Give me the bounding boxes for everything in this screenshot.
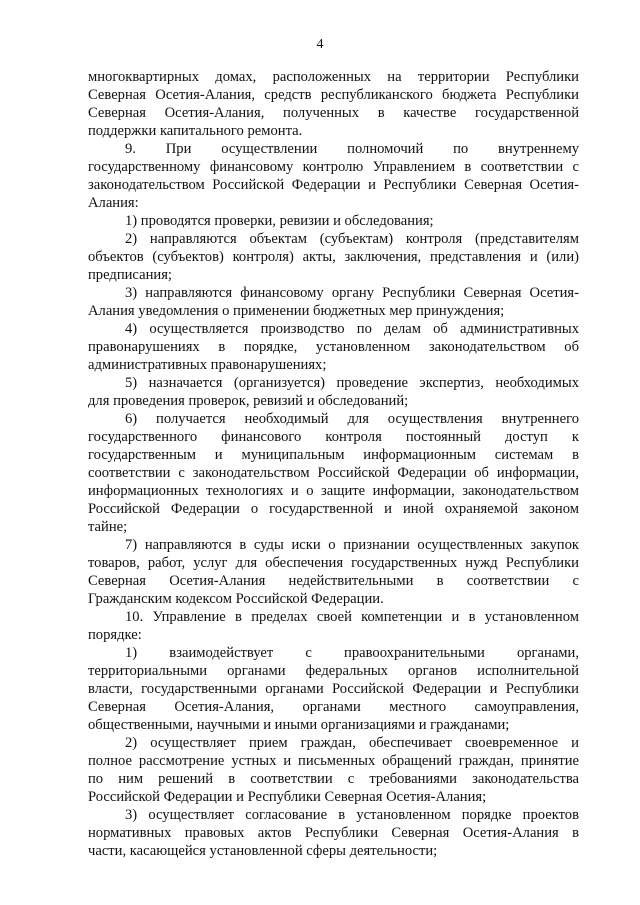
list-item-1: 1) проводятся проверки, ревизии и обследования; — [125, 213, 434, 229]
text-line: Северная Осетия-Алания, средств республиканского бюджета Республики — [88, 87, 579, 103]
text-line: Алания: — [88, 195, 139, 211]
list-item-3: 3) осуществляет согласование в установленном порядке проектов — [125, 807, 579, 823]
list-item-7: 7) направляются в суды иски о признании осуществленных закупок — [125, 537, 579, 553]
text-line: соответствии с законодательством Российской Федерации об информации, — [88, 465, 579, 481]
text-line: полное рассмотрение устных и письменных обращений граждан, принятие — [88, 753, 579, 769]
text-line: части, касающейся установленной сферы деятельности; — [88, 843, 438, 859]
list-item-6: 6) получается необходимый для осуществления внутреннего — [125, 411, 579, 427]
text-line: территориальными органами федеральных органов исполнительной — [88, 663, 579, 679]
text-line: тайне; — [88, 519, 128, 535]
text-line: многоквартирных домах, расположенных на территории Республики — [88, 69, 579, 85]
text-line: законодательством Российской Федерации и Республики Северная Осетия- — [88, 177, 579, 193]
text-line: по ним решений в соответствии с требованиями законодательства — [88, 771, 579, 787]
text-line: государственного финансового контроля постоянный доступ к — [88, 429, 579, 445]
text-line: государственному финансовому контролю Управлением в соответствии с — [88, 159, 579, 175]
page-number: 4 — [316, 37, 324, 52]
text-line: поддержки капитального ремонта. — [88, 123, 303, 139]
text-line: Северная Осетия-Алания, полученных в качестве государственной — [88, 105, 579, 121]
text-line: для проведения проверок, ревизий и обследований; — [88, 393, 409, 409]
list-item-1: 1) взаимодействует с правоохранительными органами, — [125, 645, 579, 661]
text-line: порядке: — [88, 627, 142, 643]
list-item-2: 2) направляются объектам (субъектам) контроля (представителям — [125, 231, 579, 247]
text-line: предписания; — [88, 267, 172, 283]
text-line: нормативных правовых актов Республики Северная Осетия-Алания в — [88, 825, 579, 841]
text-line: общественными, научными и иными организациями и гражданами; — [88, 717, 510, 733]
text-line: государственным и муниципальным информационным системам в — [88, 447, 579, 463]
text-line: Северная Осетия-Алания, органами местного самоуправления, — [88, 699, 579, 715]
list-item-5: 5) назначается (организуется) проведение экспертиз, необходимых — [125, 375, 579, 391]
list-item-4: 4) осуществляется производство по делам об административных — [125, 321, 579, 337]
text-line: товаров, работ, услуг для обеспечения государственных нужд Республики — [88, 555, 579, 571]
text-line: Российской Федерации и Республики Северная Осетия-Алания; — [88, 789, 487, 805]
paragraph-9-start: 9. При осуществлении полномочий по внутреннему — [125, 141, 579, 157]
text-line: информационных технологиях и о защите информации, законодательством — [88, 483, 579, 499]
text-line: власти, государственными органами Российской Федерации и Республики — [88, 681, 579, 697]
text-line: Российской Федерации о государственной и иной охраняемой законом — [88, 501, 579, 517]
text-line: Гражданским кодексом Российской Федерации. — [88, 591, 384, 607]
list-item-2: 2) осуществляет прием граждан, обеспечивает своевременное и — [125, 735, 579, 751]
text-line: Северная Осетия-Алания недействительными в соответствии с — [88, 573, 579, 589]
list-item-3: 3) направляются финансовому органу Республики Северная Осетия- — [125, 285, 579, 301]
paragraph-10-start: 10. Управление в пределах своей компетенции и в установленном — [125, 609, 579, 625]
text-line: Алания уведомления о применении бюджетных мер принуждения; — [88, 303, 505, 319]
text-line: административных правонарушениях; — [88, 357, 327, 373]
text-line: объектов (субъектов) контроля) акты, заключения, представления и (или) — [88, 249, 579, 265]
text-line: правонарушениях в порядке, установленном законодательством об — [88, 339, 579, 355]
